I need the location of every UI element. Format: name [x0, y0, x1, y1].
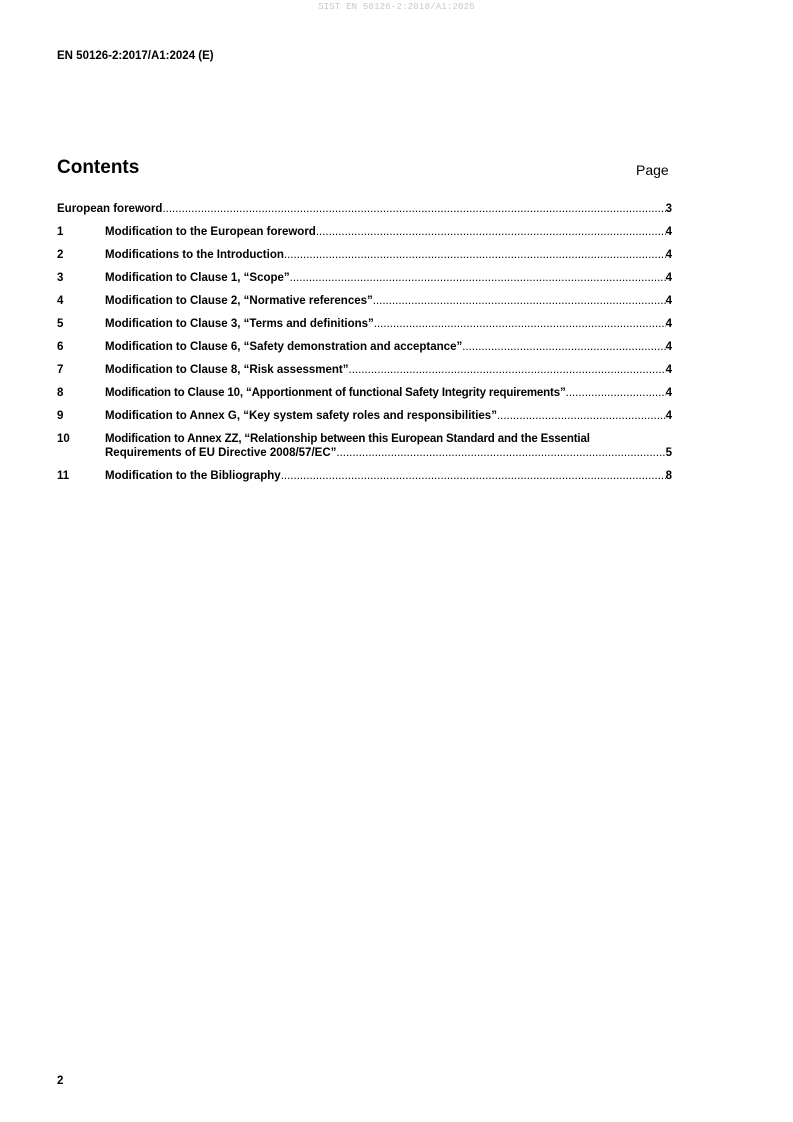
toc-entry-title: Modification to Clause 6, “Safety demonstration and acceptance” — [105, 341, 463, 353]
page-column-heading: Page — [636, 162, 669, 178]
leader-dots — [373, 294, 666, 308]
leader-dots — [316, 225, 666, 239]
leader-dots — [290, 271, 666, 285]
toc-entry-page: 4 — [665, 272, 672, 284]
leader-dots — [462, 340, 665, 354]
toc-entry-11[interactable] — [57, 469, 672, 483]
table-of-contents — [57, 202, 672, 492]
toc-entry-1[interactable] — [57, 225, 672, 239]
toc-entry-title: Modification to Clause 3, “Terms and definitions” — [105, 318, 374, 330]
toc-entry-number: 5 — [57, 318, 64, 330]
toc-entry-8[interactable] — [57, 386, 672, 400]
toc-entry-page: 5 — [665, 447, 672, 459]
toc-entry-number: 2 — [57, 249, 64, 261]
toc-entry-title: Modifications to the Introduction — [105, 249, 284, 261]
toc-entry-page: 3 — [665, 203, 672, 215]
toc-entry-2[interactable] — [57, 248, 672, 262]
leader-dots — [336, 446, 665, 460]
toc-entry-7[interactable] — [57, 363, 672, 377]
toc-entry-page: 4 — [665, 295, 672, 307]
toc-entry-european-foreword[interactable] — [57, 202, 672, 216]
toc-entry-3[interactable] — [57, 271, 672, 285]
toc-entry-6[interactable] — [57, 340, 672, 354]
toc-entry-title: Modification to the European foreword — [105, 226, 316, 238]
toc-entry-10[interactable] — [57, 432, 672, 460]
toc-entry-number: 6 — [57, 341, 64, 353]
toc-entry-page: 8 — [665, 470, 672, 482]
toc-entry-page: 4 — [665, 341, 672, 353]
page-number: 2 — [57, 1075, 64, 1087]
toc-entry-page: 4 — [665, 410, 672, 422]
leader-dots — [566, 386, 666, 400]
toc-entry-number: 3 — [57, 272, 64, 284]
toc-entry-4[interactable] — [57, 294, 672, 308]
watermark: SIST EN 50126-2:2018/A1:2025 — [318, 2, 475, 12]
toc-entry-title-line2: Requirements of EU Directive 2008/57/EC” — [105, 447, 337, 459]
toc-entry-title: Modification to Clause 8, “Risk assessment” — [105, 364, 349, 376]
document-identifier: EN 50126-2:2017/A1:2024 (E) — [57, 50, 214, 62]
toc-entry-number: 9 — [57, 410, 64, 422]
leader-dots — [284, 248, 666, 262]
contents-title: Contents — [57, 157, 140, 178]
toc-entry-page: 4 — [665, 226, 672, 238]
toc-entry-number: 7 — [57, 364, 64, 376]
toc-entry-title: Modification to Clause 2, “Normative references” — [105, 295, 373, 307]
toc-entry-number: 10 — [57, 433, 70, 445]
leader-dots — [349, 363, 666, 377]
leader-dots — [374, 317, 666, 331]
toc-entry-page: 4 — [665, 318, 672, 330]
leader-dots — [281, 469, 666, 483]
toc-entry-9[interactable] — [57, 409, 672, 423]
toc-entry-page: 4 — [665, 249, 672, 261]
toc-entry-number: 11 — [57, 470, 70, 482]
toc-entry-title-line1: Modification to Annex ZZ, “Relationship between this European Standard and the Essential — [105, 433, 590, 445]
toc-entry-number: 8 — [57, 387, 64, 399]
toc-entry-title: Modification to Clause 1, “Scope” — [105, 272, 290, 284]
toc-entry-number: 4 — [57, 295, 64, 307]
toc-entry-title: Modification to Annex G, “Key system safety roles and responsibilities” — [105, 410, 497, 422]
toc-entry-number: 1 — [57, 226, 64, 238]
toc-entry-page: 4 — [665, 387, 672, 399]
leader-dots — [162, 202, 665, 216]
toc-entry-page: 4 — [665, 364, 672, 376]
toc-entry-title: Modification to Clause 10, “Apportionment of functional Safety Integrity requirements” — [105, 387, 566, 399]
toc-entry-5[interactable] — [57, 317, 672, 331]
leader-dots — [497, 409, 666, 423]
toc-entry-title: European foreword — [57, 203, 163, 215]
toc-entry-title: Modification to the Bibliography — [105, 470, 281, 482]
